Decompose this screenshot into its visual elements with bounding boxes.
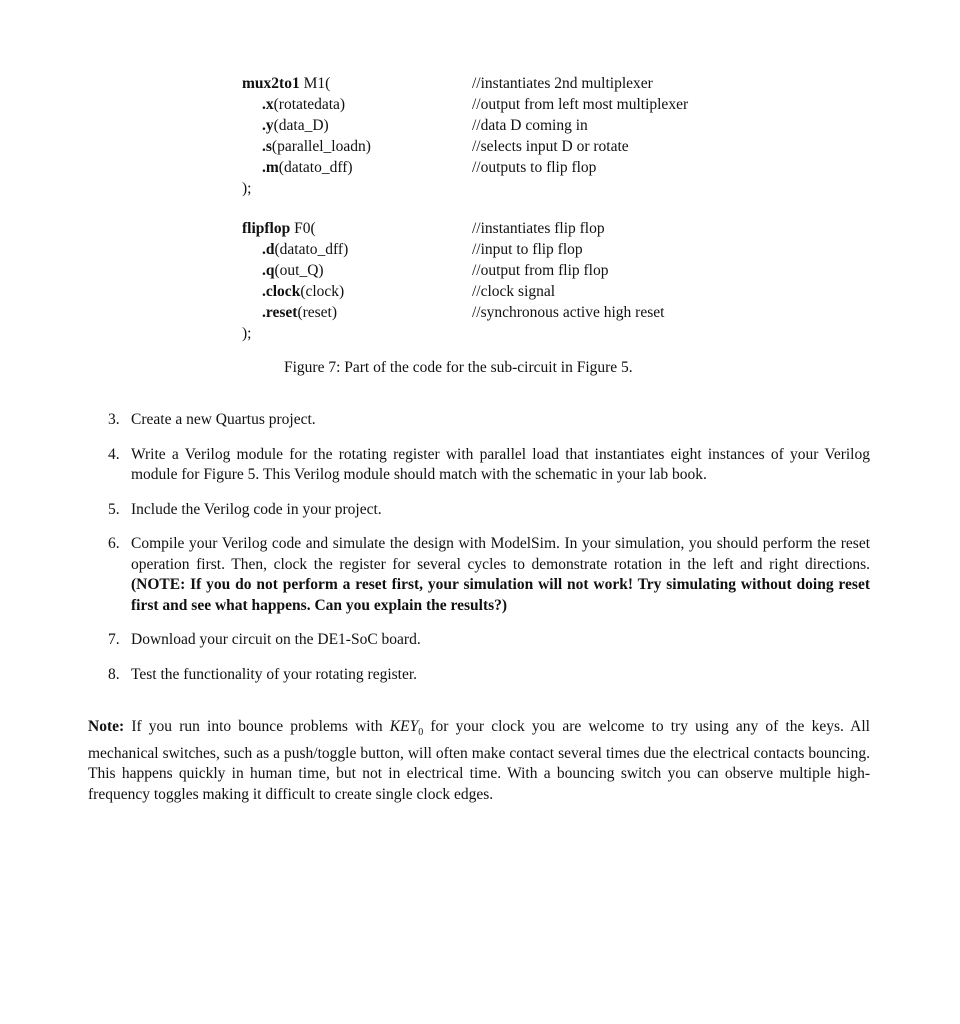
code-close-paren: );	[242, 325, 252, 342]
code-port: .x	[262, 96, 274, 113]
step-number: 3.	[108, 411, 120, 428]
code-port: .m	[262, 159, 279, 176]
code-signal: (datato_dff)	[274, 241, 349, 258]
step-number: 6.	[108, 535, 120, 552]
code-flipflop-instantiation	[242, 219, 316, 239]
list-item	[108, 665, 870, 686]
code-port: .s	[262, 138, 272, 155]
key-subscript: 0	[418, 727, 424, 739]
note-text: If you run into bounce problems with	[124, 718, 390, 735]
code-signal: (data_D)	[273, 117, 329, 134]
step-text: Test the functionality of your rotating register.	[131, 665, 418, 683]
code-signal: (reset)	[297, 304, 338, 321]
code-port-line	[262, 240, 348, 260]
code-comment: //synchronous active high reset	[472, 304, 665, 321]
code-port-line	[262, 282, 344, 302]
code-comment: //outputs to flip flop	[472, 159, 597, 176]
steps-list	[108, 410, 870, 699]
step-text: Write a Verilog module for the rotating register with parallel load that instantiates eight instances of your Verilog module for Figure 5. This Verilog module should match with the schematic in your lab book.	[131, 445, 870, 483]
code-port: .d	[262, 241, 275, 258]
figure-caption: Figure 7: Part of the code for the sub-circuit in Figure 5.	[284, 359, 633, 376]
step-number: 7.	[108, 631, 120, 648]
code-close-paren: );	[242, 180, 252, 197]
key-name: KEY	[389, 718, 419, 735]
code-port-line	[262, 261, 324, 281]
code-comment: //output from left most multiplexer	[472, 96, 689, 113]
list-item	[108, 500, 870, 521]
list-item	[108, 630, 870, 651]
list-item	[108, 534, 870, 616]
code-signal: (parallel_loadn)	[271, 138, 371, 155]
note-paragraph	[88, 717, 870, 805]
code-port-line	[262, 116, 329, 136]
step-text: Download your circuit on the DE1-SoC board.	[131, 631, 421, 648]
code-comment: //input to flip flop	[472, 241, 583, 258]
code-signal: (datato_dff)	[278, 159, 353, 176]
code-port: .q	[262, 262, 275, 279]
step-text: Compile your Verilog code and simulate the design with ModelSim. In your simulation, you should perform the reset operation first. Then, clock the register for several cycles to demonstrate rotation in the left and right directions.	[131, 535, 870, 573]
code-comment: //data D coming in	[472, 117, 588, 134]
code-instance-name: F0(	[290, 220, 316, 237]
code-port-line	[262, 95, 345, 115]
code-comment: //output from flip flop	[472, 262, 609, 279]
step-number: 5.	[108, 500, 120, 518]
code-signal: (out_Q)	[274, 262, 324, 279]
code-comment: //clock signal	[472, 283, 556, 300]
note-label: Note:	[88, 718, 125, 735]
code-comment: //instantiates 2nd multiplexer	[472, 75, 653, 92]
note-text: for your clock you are welcome to try using any of the keys. All mechanical switches, such as a push/toggle button, will often make contact several times due the electrical contacts bouncing. This happens quickly in human time, but not in electrical time. With a bouncing switch you can observe multiple high-frequency toggles making it difficult to create single clock edges.	[88, 718, 870, 803]
code-comment: //selects input D or rotate	[472, 138, 629, 155]
code-port: .reset	[262, 304, 298, 321]
code-port: .y	[262, 117, 274, 134]
code-module-name: mux2to1	[242, 75, 300, 92]
code-signal: (clock)	[300, 283, 345, 300]
code-instance-name: M1(	[299, 75, 331, 92]
code-module-name: flipflop	[242, 220, 291, 237]
list-item	[108, 410, 870, 431]
list-item	[108, 445, 870, 486]
code-port-line	[262, 158, 353, 178]
step-number: 8.	[108, 665, 120, 683]
step-warning: (NOTE: If you do not perform a reset first, your simulation will not work! Try simulating without doing reset first and see what happens. Can you explain the results?)	[131, 576, 870, 614]
step-number: 4.	[108, 445, 120, 463]
code-comment: //instantiates flip flop	[472, 220, 605, 237]
code-port-line	[262, 303, 337, 323]
code-port: .clock	[262, 283, 301, 300]
code-mux-instantiation	[242, 74, 330, 94]
step-text: Create a new Quartus project.	[131, 411, 316, 428]
code-signal: (rotatedata)	[273, 96, 346, 113]
step-text: Include the Verilog code in your project.	[131, 500, 382, 518]
code-port-line	[262, 137, 371, 157]
